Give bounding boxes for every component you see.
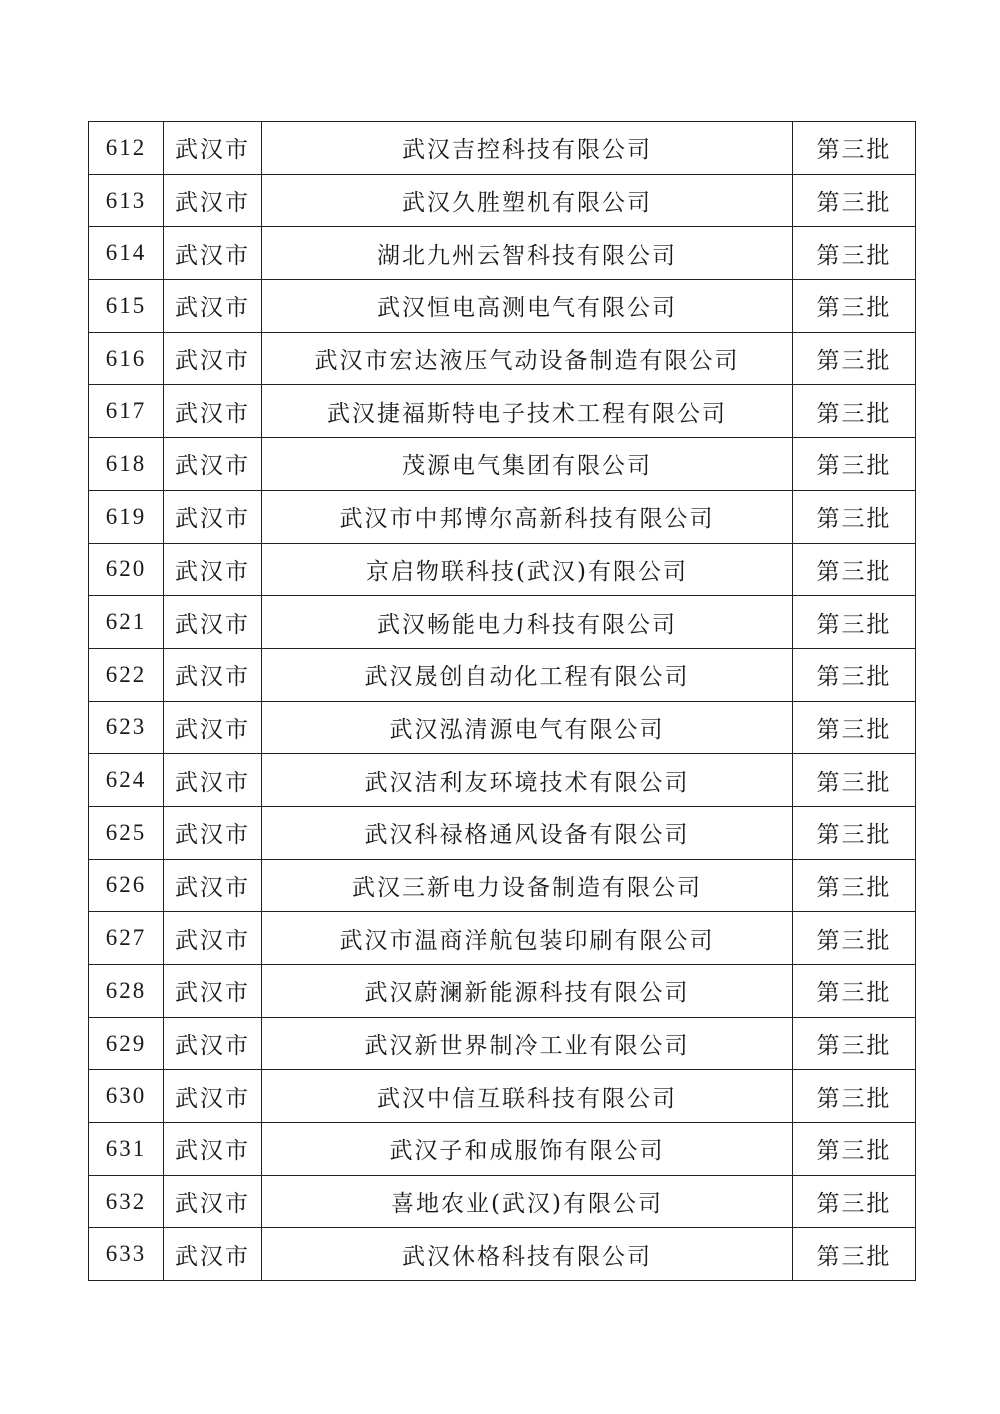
row-company-name: 武汉市中邦博尔高新科技有限公司 [262, 490, 793, 543]
row-number: 627 [89, 912, 164, 965]
table-row [89, 806, 916, 859]
table-body [89, 122, 916, 1281]
row-city: 武汉市 [164, 912, 262, 965]
row-batch: 第三批 [793, 1017, 916, 1070]
row-batch: 第三批 [793, 1070, 916, 1123]
row-city: 武汉市 [164, 385, 262, 438]
row-number: 623 [89, 701, 164, 754]
row-number: 613 [89, 174, 164, 227]
row-company-name: 武汉三新电力设备制造有限公司 [262, 859, 793, 912]
row-city: 武汉市 [164, 754, 262, 807]
table-row [89, 965, 916, 1018]
row-city: 武汉市 [164, 1070, 262, 1123]
table-row [89, 385, 916, 438]
row-number: 631 [89, 1123, 164, 1176]
row-company-name: 茂源电气集团有限公司 [262, 438, 793, 491]
row-company-name: 武汉久胜塑机有限公司 [262, 174, 793, 227]
row-company-name: 武汉市宏达液压气动设备制造有限公司 [262, 332, 793, 385]
row-number: 616 [89, 332, 164, 385]
table-row [89, 490, 916, 543]
row-batch: 第三批 [793, 701, 916, 754]
row-company-name: 武汉市温商洋航包装印刷有限公司 [262, 912, 793, 965]
row-company-name: 武汉泓清源电气有限公司 [262, 701, 793, 754]
row-number: 621 [89, 596, 164, 649]
row-batch: 第三批 [793, 543, 916, 596]
row-city: 武汉市 [164, 859, 262, 912]
table-row [89, 1017, 916, 1070]
row-batch: 第三批 [793, 859, 916, 912]
table-row [89, 859, 916, 912]
row-batch: 第三批 [793, 1175, 916, 1228]
table-row [89, 1228, 916, 1281]
table-row [89, 543, 916, 596]
table-row [89, 1175, 916, 1228]
table-row [89, 648, 916, 701]
row-company-name: 京启物联科技(武汉)有限公司 [262, 543, 793, 596]
row-number: 617 [89, 385, 164, 438]
row-number: 628 [89, 965, 164, 1018]
row-company-name: 武汉蔚澜新能源科技有限公司 [262, 965, 793, 1018]
row-batch: 第三批 [793, 174, 916, 227]
row-city: 武汉市 [164, 227, 262, 280]
company-list-table [88, 121, 916, 1281]
row-city: 武汉市 [164, 701, 262, 754]
row-number: 614 [89, 227, 164, 280]
row-city: 武汉市 [164, 332, 262, 385]
row-batch: 第三批 [793, 122, 916, 175]
row-city: 武汉市 [164, 122, 262, 175]
table-row [89, 174, 916, 227]
row-batch: 第三批 [793, 385, 916, 438]
row-number: 626 [89, 859, 164, 912]
table-row [89, 438, 916, 491]
row-company-name: 武汉晟创自动化工程有限公司 [262, 648, 793, 701]
row-batch: 第三批 [793, 754, 916, 807]
table-row [89, 912, 916, 965]
row-city: 武汉市 [164, 806, 262, 859]
row-city: 武汉市 [164, 1017, 262, 1070]
row-batch: 第三批 [793, 596, 916, 649]
row-batch: 第三批 [793, 490, 916, 543]
row-company-name: 武汉休格科技有限公司 [262, 1228, 793, 1281]
row-city: 武汉市 [164, 438, 262, 491]
row-city: 武汉市 [164, 596, 262, 649]
row-company-name: 喜地农业(武汉)有限公司 [262, 1175, 793, 1228]
row-number: 625 [89, 806, 164, 859]
row-city: 武汉市 [164, 1228, 262, 1281]
row-company-name: 武汉新世界制冷工业有限公司 [262, 1017, 793, 1070]
row-city: 武汉市 [164, 1175, 262, 1228]
row-batch: 第三批 [793, 280, 916, 333]
row-company-name: 武汉捷福斯特电子技术工程有限公司 [262, 385, 793, 438]
row-company-name: 武汉洁利友环境技术有限公司 [262, 754, 793, 807]
row-number: 615 [89, 280, 164, 333]
row-company-name: 武汉恒电高测电气有限公司 [262, 280, 793, 333]
row-city: 武汉市 [164, 648, 262, 701]
row-city: 武汉市 [164, 1123, 262, 1176]
row-number: 622 [89, 648, 164, 701]
row-batch: 第三批 [793, 806, 916, 859]
row-number: 612 [89, 122, 164, 175]
row-number: 624 [89, 754, 164, 807]
row-city: 武汉市 [164, 965, 262, 1018]
table-row [89, 332, 916, 385]
row-company-name: 武汉子和成服饰有限公司 [262, 1123, 793, 1176]
table-row [89, 122, 916, 175]
table-row [89, 596, 916, 649]
row-city: 武汉市 [164, 490, 262, 543]
row-city: 武汉市 [164, 280, 262, 333]
row-company-name: 武汉科禄格通风设备有限公司 [262, 806, 793, 859]
row-company-name: 武汉畅能电力科技有限公司 [262, 596, 793, 649]
row-company-name: 武汉吉控科技有限公司 [262, 122, 793, 175]
row-batch: 第三批 [793, 438, 916, 491]
row-number: 632 [89, 1175, 164, 1228]
row-batch: 第三批 [793, 912, 916, 965]
row-batch: 第三批 [793, 332, 916, 385]
table-row [89, 754, 916, 807]
row-number: 619 [89, 490, 164, 543]
row-city: 武汉市 [164, 174, 262, 227]
row-number: 629 [89, 1017, 164, 1070]
table-row [89, 701, 916, 754]
row-batch: 第三批 [793, 965, 916, 1018]
row-batch: 第三批 [793, 227, 916, 280]
row-batch: 第三批 [793, 1228, 916, 1281]
table-row [89, 280, 916, 333]
row-company-name: 武汉中信互联科技有限公司 [262, 1070, 793, 1123]
table-row [89, 227, 916, 280]
row-number: 618 [89, 438, 164, 491]
row-batch: 第三批 [793, 648, 916, 701]
table-row [89, 1123, 916, 1176]
row-company-name: 湖北九州云智科技有限公司 [262, 227, 793, 280]
table-row [89, 1070, 916, 1123]
row-city: 武汉市 [164, 543, 262, 596]
row-number: 630 [89, 1070, 164, 1123]
row-batch: 第三批 [793, 1123, 916, 1176]
row-number: 633 [89, 1228, 164, 1281]
row-number: 620 [89, 543, 164, 596]
